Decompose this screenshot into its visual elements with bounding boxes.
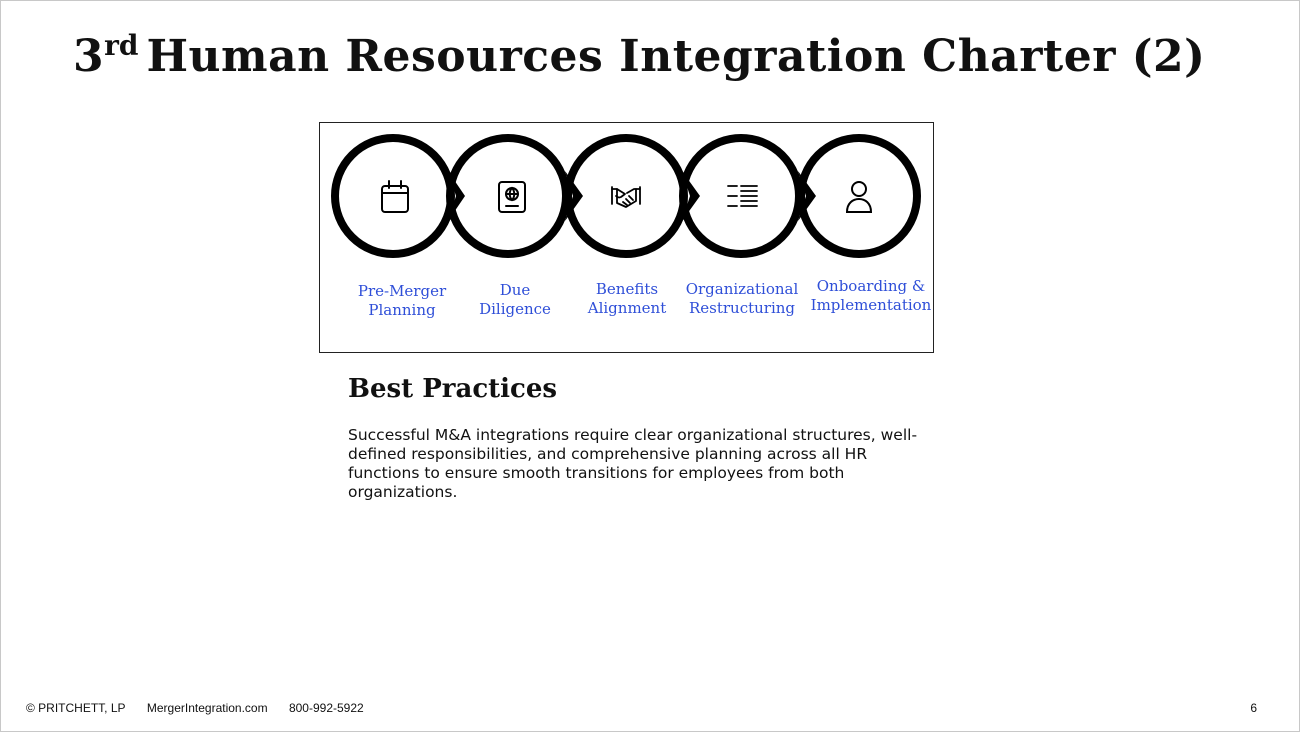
step-label-line: Implementation [810, 296, 932, 314]
footer-website: MergerIntegration.com [146, 701, 268, 715]
person-icon [847, 182, 871, 212]
step-label-line: Pre-Merger [357, 282, 447, 300]
footer-company: © PRITCHETT, LP [26, 701, 126, 715]
page-number: 6 [1250, 701, 1257, 715]
page-title [73, 29, 1205, 82]
step-label-5 [801, 277, 941, 315]
step-ring-2 [450, 138, 566, 254]
step-label-line: Diligence [479, 300, 551, 318]
passport-icon [499, 182, 525, 212]
step-label-line: Planning [368, 301, 436, 319]
step-label-line: Onboarding & [816, 277, 926, 295]
step-ring-3 [568, 138, 684, 254]
step-label-line: Due [499, 281, 531, 299]
footer-phone: 800-992-5922 [288, 701, 364, 715]
step-label-line: Benefits [595, 280, 659, 298]
best-practices-body: Successful M&A integrations require clear organizational structures, well-defined responsibilities, and comprehensive planning across all HR functions to ensure smooth transitions for employees from both organizations. [348, 426, 918, 501]
step-label-4 [672, 280, 812, 318]
title-superscript: rd [104, 29, 139, 62]
best-practices-heading: Best Practices [348, 374, 558, 404]
footer [26, 701, 382, 715]
list-icon [728, 186, 757, 206]
step-label-line: Restructuring [688, 299, 796, 317]
process-diagram [319, 122, 934, 353]
calendar-icon [382, 181, 408, 212]
title-text: Human Resources Integration Charter (2) [146, 31, 1206, 82]
step-ring-1 [335, 138, 451, 254]
step-label-line: Alignment [587, 299, 667, 317]
step-label-line: Organizational [685, 280, 799, 298]
title-number: 3 [73, 31, 105, 82]
handshake-icon [612, 187, 640, 207]
